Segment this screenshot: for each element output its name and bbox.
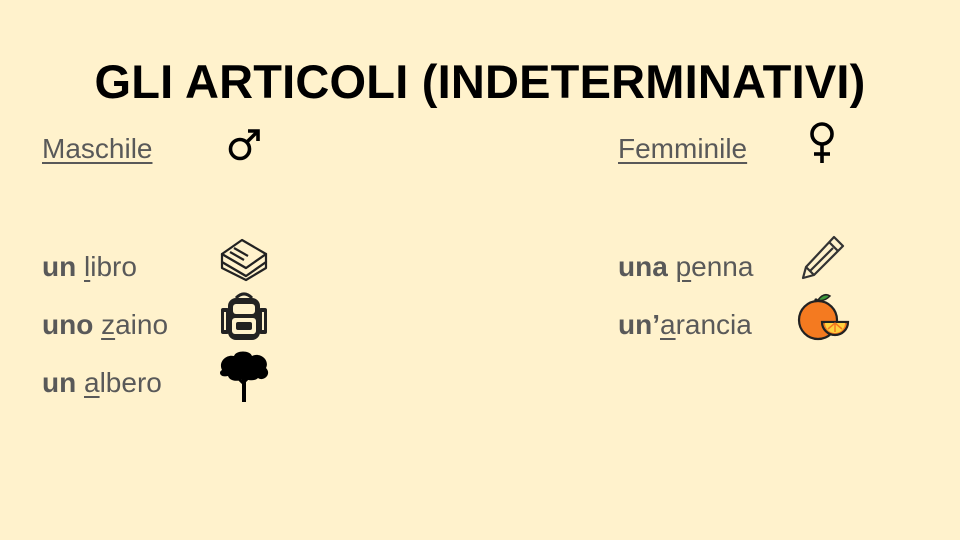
female-symbol-icon xyxy=(806,120,838,166)
word-un-arancia: un’arancia xyxy=(618,309,752,340)
word-un-albero: un albero xyxy=(42,367,162,398)
word-una-penna: una penna xyxy=(618,251,754,282)
word-un-libro: un libro xyxy=(42,251,137,282)
word-uno-zaino: uno zaino xyxy=(42,309,169,340)
pencil-icon xyxy=(800,234,846,280)
feminine-heading: Femminile xyxy=(618,133,748,164)
book-icon xyxy=(218,232,270,282)
page-title: GLI ARTICOLI (INDETERMINATIVI) xyxy=(94,55,866,108)
male-symbol-icon xyxy=(226,128,262,164)
orange-icon xyxy=(796,290,850,342)
backpack-icon xyxy=(218,290,270,344)
masculine-heading: Maschile xyxy=(42,133,153,164)
tree-icon xyxy=(216,348,272,404)
